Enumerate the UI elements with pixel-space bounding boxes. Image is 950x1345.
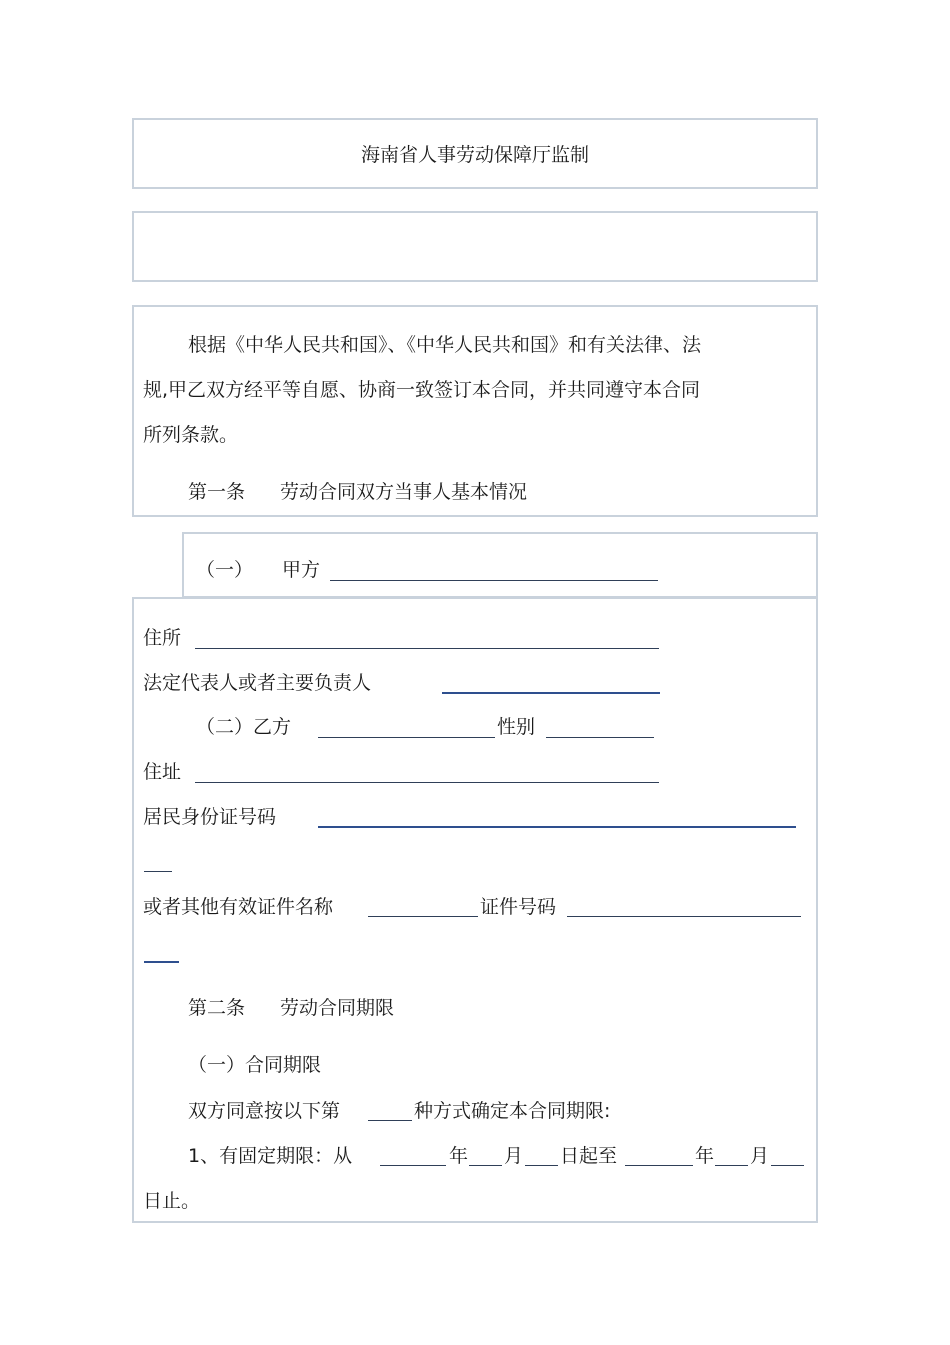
party-a-label: 甲方 [282,559,321,581]
term-method-field[interactable] [368,1120,412,1121]
fixed-term-prefix: 1、有固定期限：从 [188,1145,353,1167]
other-cert-name-field[interactable] [368,916,478,917]
party-a-box [182,532,818,598]
party-a-index: （一） [196,559,254,581]
preamble-line-3: 所列条款。 [143,424,239,446]
article-1-subject: 劳动合同双方当事人基本情况 [280,481,528,503]
preamble-line-2: 规,甲乙双方经平等自愿、协商一致签订本合同，并共同遵守本合同 [143,379,701,401]
article-1-number: 第一条 [188,481,246,503]
end-year-field[interactable] [625,1165,693,1166]
article-2-subject: 劳动合同期限 [280,997,395,1019]
header-box [132,118,818,189]
start-year-label: 年 [449,1145,469,1167]
party-a-name-field[interactable] [330,580,658,581]
legal-rep-field[interactable] [442,692,660,694]
address-label: 住所 [143,627,182,649]
end-day-label: 日止。 [143,1190,201,1212]
end-month-field[interactable] [715,1165,748,1166]
start-month-label: 月 [504,1145,524,1167]
end-year-label: 年 [695,1145,715,1167]
party-b-name-field[interactable] [318,737,495,738]
start-year-field[interactable] [380,1165,446,1166]
party-b-label: （二）乙方 [196,716,292,738]
start-day-field[interactable] [525,1165,558,1166]
residence-field[interactable] [195,782,659,783]
term-method-prefix: 双方同意按以下第 [188,1100,341,1122]
preamble-line-1: 根据《中华人民共和国》、《中华人民共和国》和有关法律、法 [188,334,702,356]
contract-term-section: （一）合同期限 [188,1054,322,1076]
end-month-label: 月 [750,1145,770,1167]
id-number-field[interactable] [318,826,796,828]
term-method-suffix: 种方式确定本合同期限: [414,1100,611,1122]
gender-field[interactable] [546,737,654,738]
start-month-field[interactable] [469,1165,502,1166]
cert-number-field[interactable] [567,916,801,917]
id-number-label: 居民身份证号码 [143,806,277,828]
residence-label: 住址 [143,761,182,783]
legal-rep-label: 法定代表人或者主要负责人 [143,672,372,694]
gender-label: 性别 [497,716,536,738]
issuing-authority: 海南省人事劳动保障厅监制 [360,144,589,166]
end-day-field[interactable] [771,1165,804,1166]
start-day-label: 日起至 [560,1145,618,1167]
id-number-field-continuation[interactable] [144,871,172,872]
address-field[interactable] [195,648,659,649]
other-cert-label: 或者其他有效证件名称 [143,896,334,918]
article-2-number: 第二条 [188,997,246,1019]
cert-number-label: 证件号码 [480,896,557,918]
title-box-empty [132,211,818,282]
cert-number-field-continuation[interactable] [144,961,179,963]
